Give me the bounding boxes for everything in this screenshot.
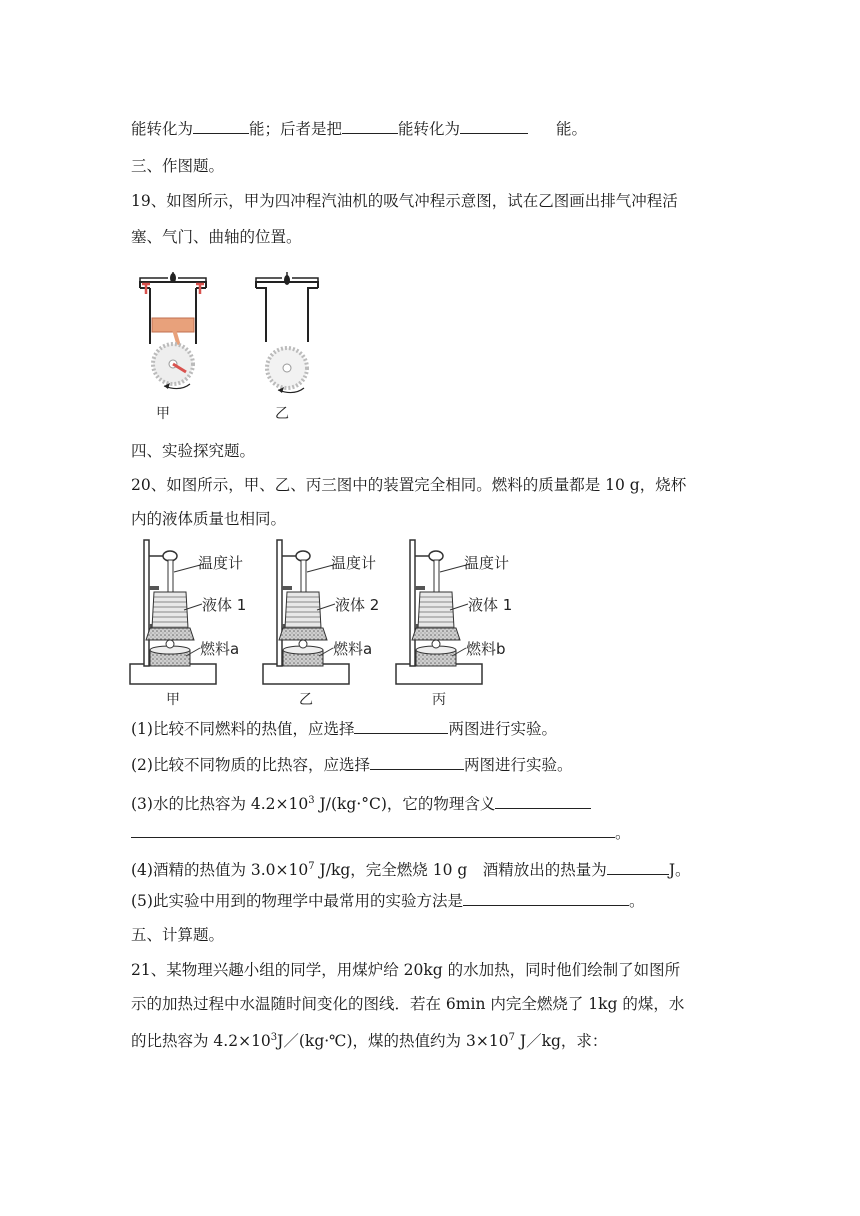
question-20-text: 20、如图所示，甲、乙、丙三图中的装置完全相同。燃料的质量都是 10 g，烧杯 — [131, 476, 687, 494]
label-thermometer: 温度计 — [331, 554, 377, 572]
blank[interactable] — [607, 860, 669, 875]
section-heading: 五、计算题。 — [131, 926, 225, 944]
label-liquid: 液体 2 — [335, 596, 380, 614]
label-thermometer: 温度计 — [464, 554, 510, 572]
label-liquid: 液体 1 — [202, 596, 247, 614]
apparatus-bing — [396, 540, 512, 708]
sub-question-2: (2)比较不同物质的比热容，应选择 两图进行实验。 — [131, 756, 573, 774]
label-thermometer: 温度计 — [198, 554, 244, 572]
label-fuel: 燃料a — [200, 640, 240, 658]
engine-yi — [256, 272, 318, 422]
caption-jia: 甲 — [166, 692, 180, 708]
answer-line-energy: 能转化为 能；后者是把 能转化为 能。 — [131, 120, 588, 138]
question-21-text-cont2: 的比热容为 $4.2\times 10^3J/(kg\cdot℃)$，煤的热值约为 $3\times 10^7$ J／kg，求： — [131, 1032, 608, 1051]
engine-jia — [140, 272, 206, 422]
sub-question-1: (1)比较不同燃料的热值，应选择 两图进行实验。 — [131, 720, 557, 738]
section-heading: 三、作图题。 — [131, 157, 225, 175]
blank[interactable] — [495, 794, 591, 809]
sub-question-3-cont: 。 — [131, 822, 631, 844]
section-heading: 四、实验探究题。 — [131, 442, 256, 460]
apparatus-yi — [263, 540, 379, 708]
label-fuel: 燃料a — [333, 640, 373, 658]
question-20-text-cont: 内的液体质量也相同。 — [131, 510, 287, 528]
blank[interactable] — [342, 119, 398, 134]
blank[interactable] — [460, 119, 528, 134]
apparatus-jia — [130, 540, 246, 708]
blank[interactable] — [463, 891, 629, 906]
caption-yi: 乙 — [299, 692, 313, 708]
blank[interactable] — [370, 755, 464, 770]
caption-bing: 丙 — [432, 692, 446, 708]
experiment-figure — [128, 538, 528, 710]
label-liquid: 液体 1 — [468, 596, 513, 614]
sub-question-5: (5)此实验中用到的物理学中最常用的实验方法是 。 — [131, 892, 645, 910]
question-21-text: 21、某物理兴趣小组的同学，用煤炉给 20kg 的水加热，同时他们绘制了如图所 — [131, 961, 681, 979]
engine-figure — [128, 266, 338, 428]
caption-jia: 甲 — [156, 406, 170, 422]
question-19-text-cont: 塞、气门、曲轴的位置。 — [131, 228, 302, 246]
blank[interactable] — [193, 119, 249, 134]
sub-question-3: (3)水的比热容为 $4.2\times 10^3$ J/(kg·°C)，它的物理含义 — [131, 790, 591, 815]
sub-question-4: (4)酒精的热值为 $3.0\times 10^7$ J/kg，完全燃烧 10 g 酒精放出的热量为 J。 — [131, 861, 691, 880]
blank[interactable] — [354, 719, 448, 734]
label-fuel: 燃料b — [466, 640, 506, 658]
caption-yi: 乙 — [275, 406, 289, 422]
blank[interactable] — [131, 823, 615, 838]
question-21-text-cont: 示的加热过程中水温随时间变化的图线．若在 6min 内完全燃烧了 1kg 的煤，水 — [131, 995, 685, 1013]
question-19-text: 19、如图所示，甲为四冲程汽油机的吸气冲程示意图，试在乙图画出排气冲程活 — [131, 192, 678, 210]
